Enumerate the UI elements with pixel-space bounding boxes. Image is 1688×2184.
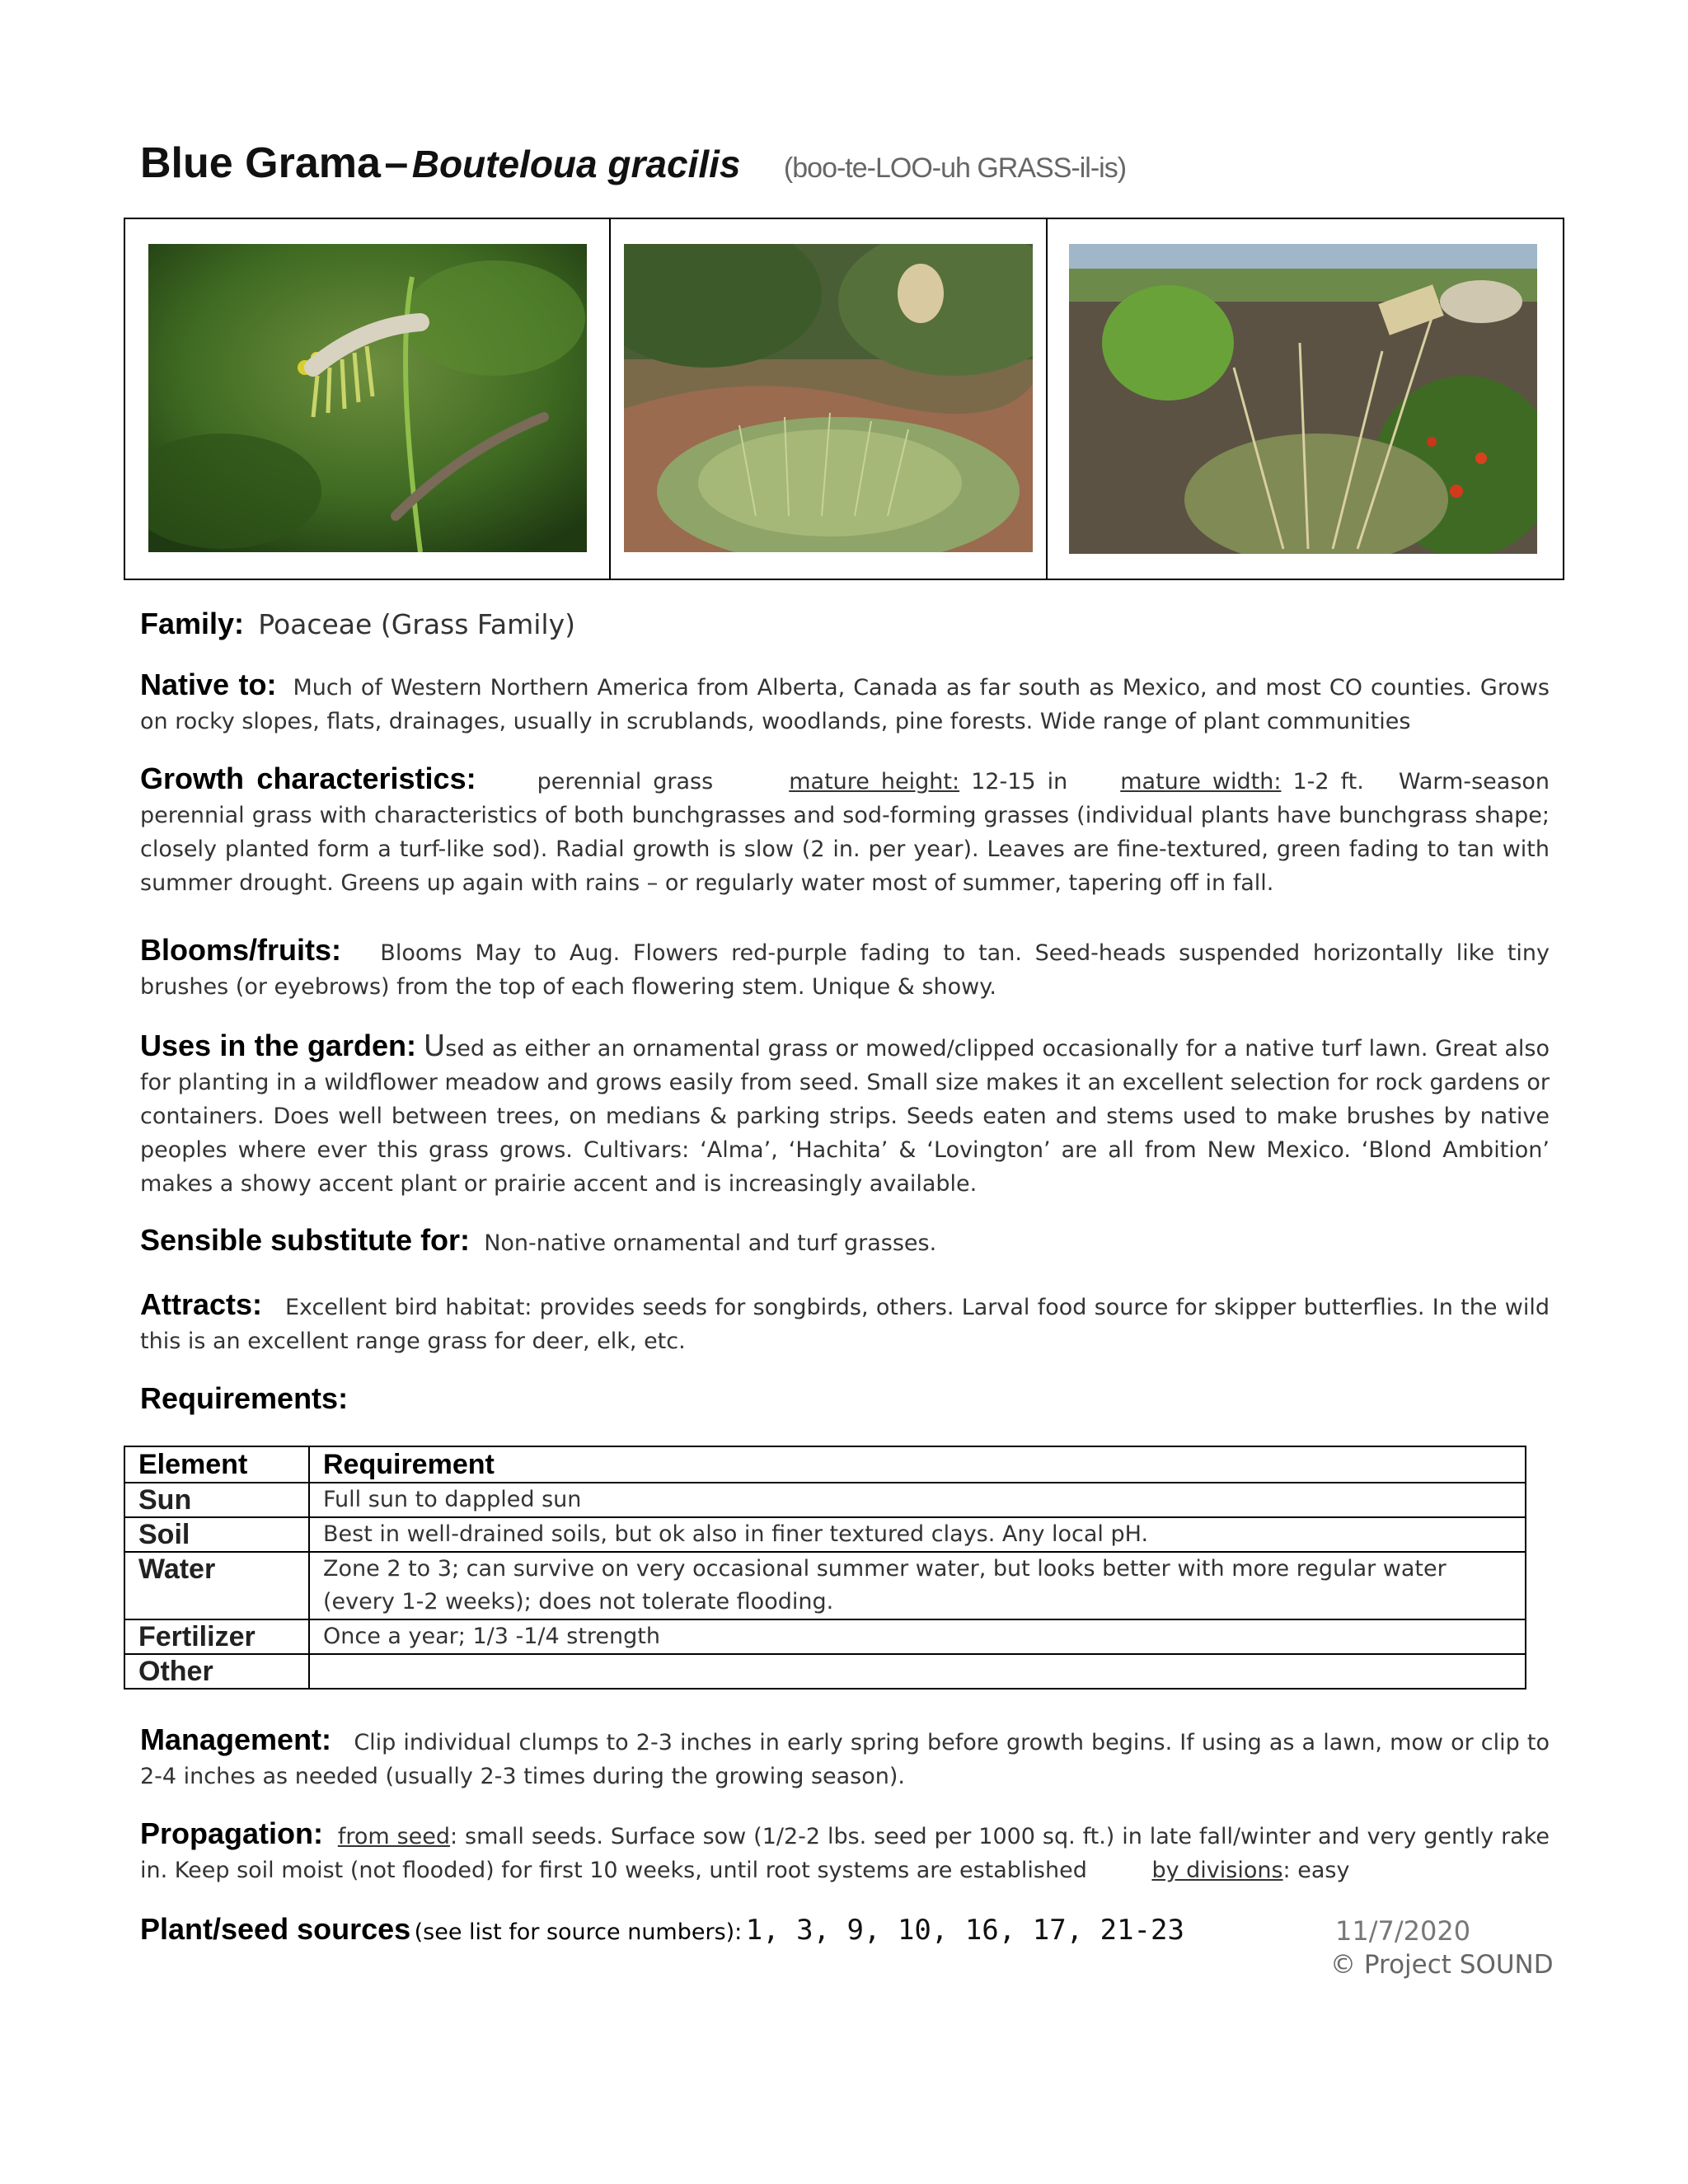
requirement-cell: Best in well-drained soils, but ok also in finer textured clays. Any local pH. [309,1517,1526,1552]
management-text: Clip individual clumps to 2-3 inches in early spring before growth begins. If using as a lawn, mow or clip to 2-4 inches as needed (usually 2-3 times during the growing season). [140,1730,1550,1789]
management-label: Management: [140,1722,332,1756]
photo-garden [1069,244,1537,554]
blooms-label: Blooms/fruits: [140,933,342,967]
element-cell: Water [124,1552,309,1619]
height-value: 12-15 in [971,769,1068,794]
uses-label: Uses in the garden: [140,1029,416,1062]
element-cell: Sun [124,1483,309,1517]
sources-numbers: 1, 3, 9, 10, 16, 17, 21-23 [745,1914,1184,1947]
growth-type: perennial grass [537,769,714,794]
division-text: : easy [1282,1858,1350,1883]
sources-note: (see list for source numbers): [414,1919,743,1945]
photo-cell-2 [611,219,1048,579]
photo-cell-3 [1048,219,1563,579]
sources-line [140,1912,1184,1947]
propagation-label: Propagation: [140,1816,323,1850]
seed-label: from seed [337,1824,450,1849]
propagation-section [140,1816,1550,1887]
growth-section [140,762,1550,900]
attracts-label: Attracts: [140,1287,263,1321]
division-label: by divisions [1151,1858,1283,1883]
uses-section [140,1029,1550,1201]
element-cell: Soil [124,1517,309,1552]
attracts-section [140,1287,1550,1358]
family-label: Family: [140,607,245,640]
width-label: mature width: [1120,769,1282,794]
seed-text: : small seeds. Surface sow (1/2-2 lbs. seed per 1000 sq. ft.) in late fall/winter and very gently rake in. Keep soil moist (not flooded) for first 10 weeks, until root systems are established [140,1824,1550,1883]
width-value: 1-2 ft. [1292,769,1364,794]
requirement-cell [309,1654,1526,1689]
photo-strip [124,218,1564,580]
header-requirement: Requirement [309,1446,1526,1483]
table-header-row [124,1446,1526,1483]
requirements-heading [140,1381,1550,1418]
native-section [140,668,1550,738]
requirement-cell: Once a year; 1/3 -1/4 strength [309,1619,1526,1654]
scientific-name: Bouteloua gracilis [411,143,741,185]
photo-clump [624,244,1033,552]
substitute-text: Non-native ornamental and turf grasses. [484,1230,937,1256]
substitute-section [140,1223,1550,1260]
requirements-table [124,1446,1526,1690]
blooms-text: Blooms May to Aug. Flowers red-purple fading to tan. Seed-heads suspended horizontally like tiny brushes (or eyebrows) from the top of each flowering stem. Unique & showy. [140,940,1550,1000]
uses-text: sed as either an ornamental grass or mowed/clipped occasionally for a native turf lawn. Great also for planting in a wildflower meadow and grows easily from seed. Small size makes it an excellent selection for rock gardens or containers. Does well between trees, on medians & parking strips. Seeds eaten and stems used to make brushes by native peoples where ever this grass grows. Cultivars: ‘Alma’, ‘Hachita’ & ‘Lovington’ are all from New Mexico. ‘Blond Ambition’ makes a showy accent plant or prairie accent and is increasingly available. [140,1036,1550,1197]
blooms-section [140,933,1550,1004]
common-name: Blue Grama [140,139,381,187]
title-dash: – [384,139,409,187]
revision-date: 11/7/2020 [1335,1915,1471,1947]
growth-text: Warm-season perennial grass with characteristics of both bunchgrasses and sod-forming grasses (individual plants have bunchgrass shape; closely planted form a turf-like sod). Radial growth is slow (2 in. per year). Leaves are fine-textured, green fading to tan with summer drought. Greens up again with rains – or regularly water most of summer, tapering off in fall. [140,769,1550,896]
growth-label: Growth characteristics: [140,762,476,795]
table-row [124,1483,1526,1517]
table-row [124,1619,1526,1654]
table-row [124,1654,1526,1689]
requirements-label: Requirements: [140,1381,349,1415]
table-row [124,1552,1526,1619]
photo-cell-1 [125,219,611,579]
substitute-label: Sensible substitute for: [140,1223,471,1257]
pronunciation: (boo-te-LOO-uh GRASS-il-is) [783,152,1127,184]
family-section [140,607,1550,644]
requirement-cell: Zone 2 to 3; can survive on very occasional summer water, but looks better with more regular water (every 1-2 weeks); does not tolerate flooding. [309,1552,1526,1619]
page-title [140,138,1126,188]
copyright: © Project SOUND [1330,1950,1554,1980]
requirement-cell: Full sun to dappled sun [309,1483,1526,1517]
header-element: Element [124,1446,309,1483]
sources-label: Plant/seed sources [140,1912,411,1946]
native-text: Much of Western Northern America from Alberta, Canada as far south as Mexico, and most CO counties. Grows on rocky slopes, flats, drainages, usually in scrublands, woodlands, pine forests. Wide range of plant communities [140,675,1550,734]
family-text: Poaceae (Grass Family) [258,608,575,640]
management-section [140,1722,1550,1793]
uses-first-letter: U [423,1029,446,1063]
height-label: mature height: [789,769,960,794]
native-label: Native to: [140,668,277,701]
photo-seedhead [148,244,587,552]
attracts-text: Excellent bird habitat: provides seeds for songbirds, others. Larval food source for skipper butterflies. In the wild this is an excellent range grass for deer, elk, etc. [140,1295,1550,1354]
element-cell: Other [124,1654,309,1689]
table-row [124,1517,1526,1552]
element-cell: Fertilizer [124,1619,309,1654]
